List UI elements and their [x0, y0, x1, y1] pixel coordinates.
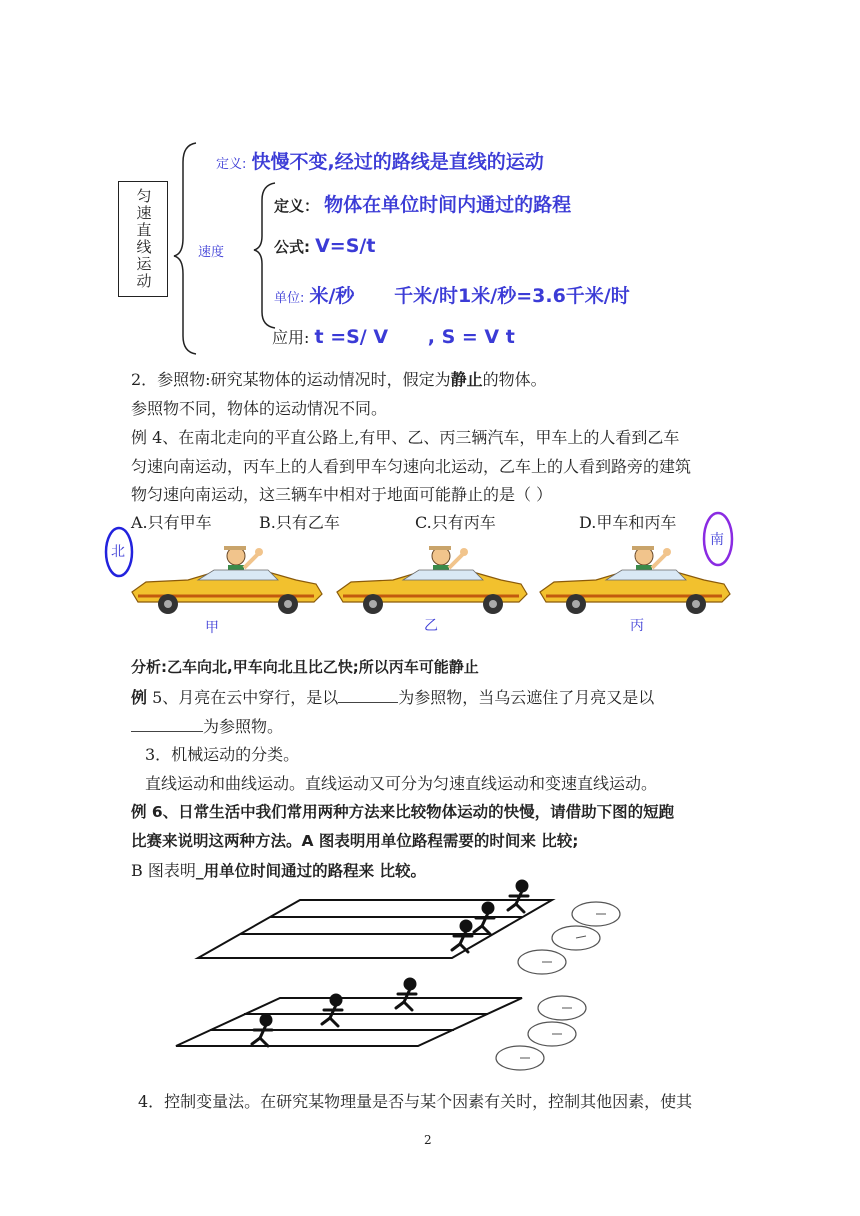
- page-number: 2: [424, 1133, 432, 1147]
- example5-text2: 为参照物，当乌云遮住了月亮又是以: [398, 688, 655, 707]
- reference-object-note: 参照物不同，物体的运动情况不同。: [131, 399, 388, 418]
- unit-label: 单位:: [274, 291, 305, 306]
- unit-text: 米/秒 千米/时1米/秒=3.6千米/时: [309, 285, 630, 307]
- speed-definition-text: 物体在单位时间内通过的路程: [324, 194, 572, 216]
- reference-object-definition: [131, 367, 547, 390]
- example6-line1: 例 6、日常生活中我们常用两种方法来比较物体运动的快慢，请借助下图的短跑: [131, 803, 675, 821]
- cars-illustration: [128, 540, 738, 620]
- speed-label: 速度: [198, 245, 225, 260]
- control-variable-method: 4．控制变量法。在研究某物理量是否与某个因素有关时，控制其他因素，使其: [138, 1092, 693, 1111]
- para2-bold: 静止: [450, 370, 483, 389]
- option-a: A.只有甲车: [131, 513, 212, 532]
- example4-line1: 例 4、在南北走向的平直公路上,有甲、乙、丙三辆汽车，甲车上的人看到乙车: [131, 428, 680, 447]
- speed-definition-label: 定义：: [274, 197, 320, 215]
- apply-label: 应用:: [272, 328, 310, 347]
- option-d: D.甲车和丙车: [579, 513, 677, 532]
- speed-definition-row: [274, 190, 571, 217]
- example4-line2: 匀速向南运动，丙车上的人看到甲车匀速向北运动，乙车上的人看到路旁的建筑: [131, 457, 692, 476]
- definition-text: 快慢不变,经过的路线是直线的运动: [251, 151, 544, 173]
- formula-text: V=S/t: [315, 235, 376, 257]
- example5-line1: [131, 685, 654, 708]
- motion-classification-title: 3．机械运动的分类。: [145, 745, 300, 764]
- example4-analysis: 分析:乙车向北,甲车向北且比乙快;所以丙车可能静止: [131, 658, 479, 676]
- example5-blank2: [131, 717, 203, 732]
- motion-classification-body: 直线运动和曲线运动。直线运动又可分为匀速直线运动和变速直线运动。: [145, 774, 658, 793]
- example4-line3: 物匀速向南运动，这三辆车中相对于地面可能静止的是（ ）: [131, 485, 553, 504]
- north-label: 北: [111, 544, 125, 560]
- formula-row: [274, 235, 375, 257]
- unit-row: [274, 281, 630, 308]
- option-c: C.只有丙车: [415, 513, 496, 532]
- definition-label: 定义:: [216, 157, 247, 172]
- formula-label: 公式:: [274, 238, 310, 256]
- concept-box-title: [118, 181, 168, 297]
- definition-row: [216, 147, 544, 174]
- example5-blank1: [338, 688, 398, 703]
- apply-text: t =S/ V , S = V t: [314, 326, 515, 348]
- example5-prefix: 例: [131, 688, 148, 707]
- example5-text1: 5、月亮在云中穿行，是以: [147, 688, 339, 707]
- para2-prefix: 2．参照物:研究某物体的运动情况时，假定为: [131, 370, 451, 389]
- car-label-jia: 甲: [205, 620, 219, 636]
- car-label-yi: 乙: [424, 618, 438, 634]
- apply-row: [272, 325, 515, 348]
- example6-line3-bold: _用单位时间通过的路程来 比较。: [195, 862, 427, 880]
- example6-line2: 比赛来说明这两种方法。A 图表明用单位路程需要的时间来 比较;: [131, 832, 579, 850]
- race-tracks-illustration: [170, 878, 630, 1088]
- option-b: B.只有乙车: [259, 513, 340, 532]
- south-label: 南: [710, 532, 724, 548]
- car-label-bing: 丙: [630, 618, 644, 634]
- concept-box-text: 匀速直线运动: [134, 188, 153, 290]
- para2-suffix: 的物体。: [482, 370, 547, 389]
- example6-line3-prefix: B 图表明: [131, 861, 196, 880]
- example5-line2: [131, 714, 283, 737]
- example5-text3: 为参照物。: [203, 717, 284, 736]
